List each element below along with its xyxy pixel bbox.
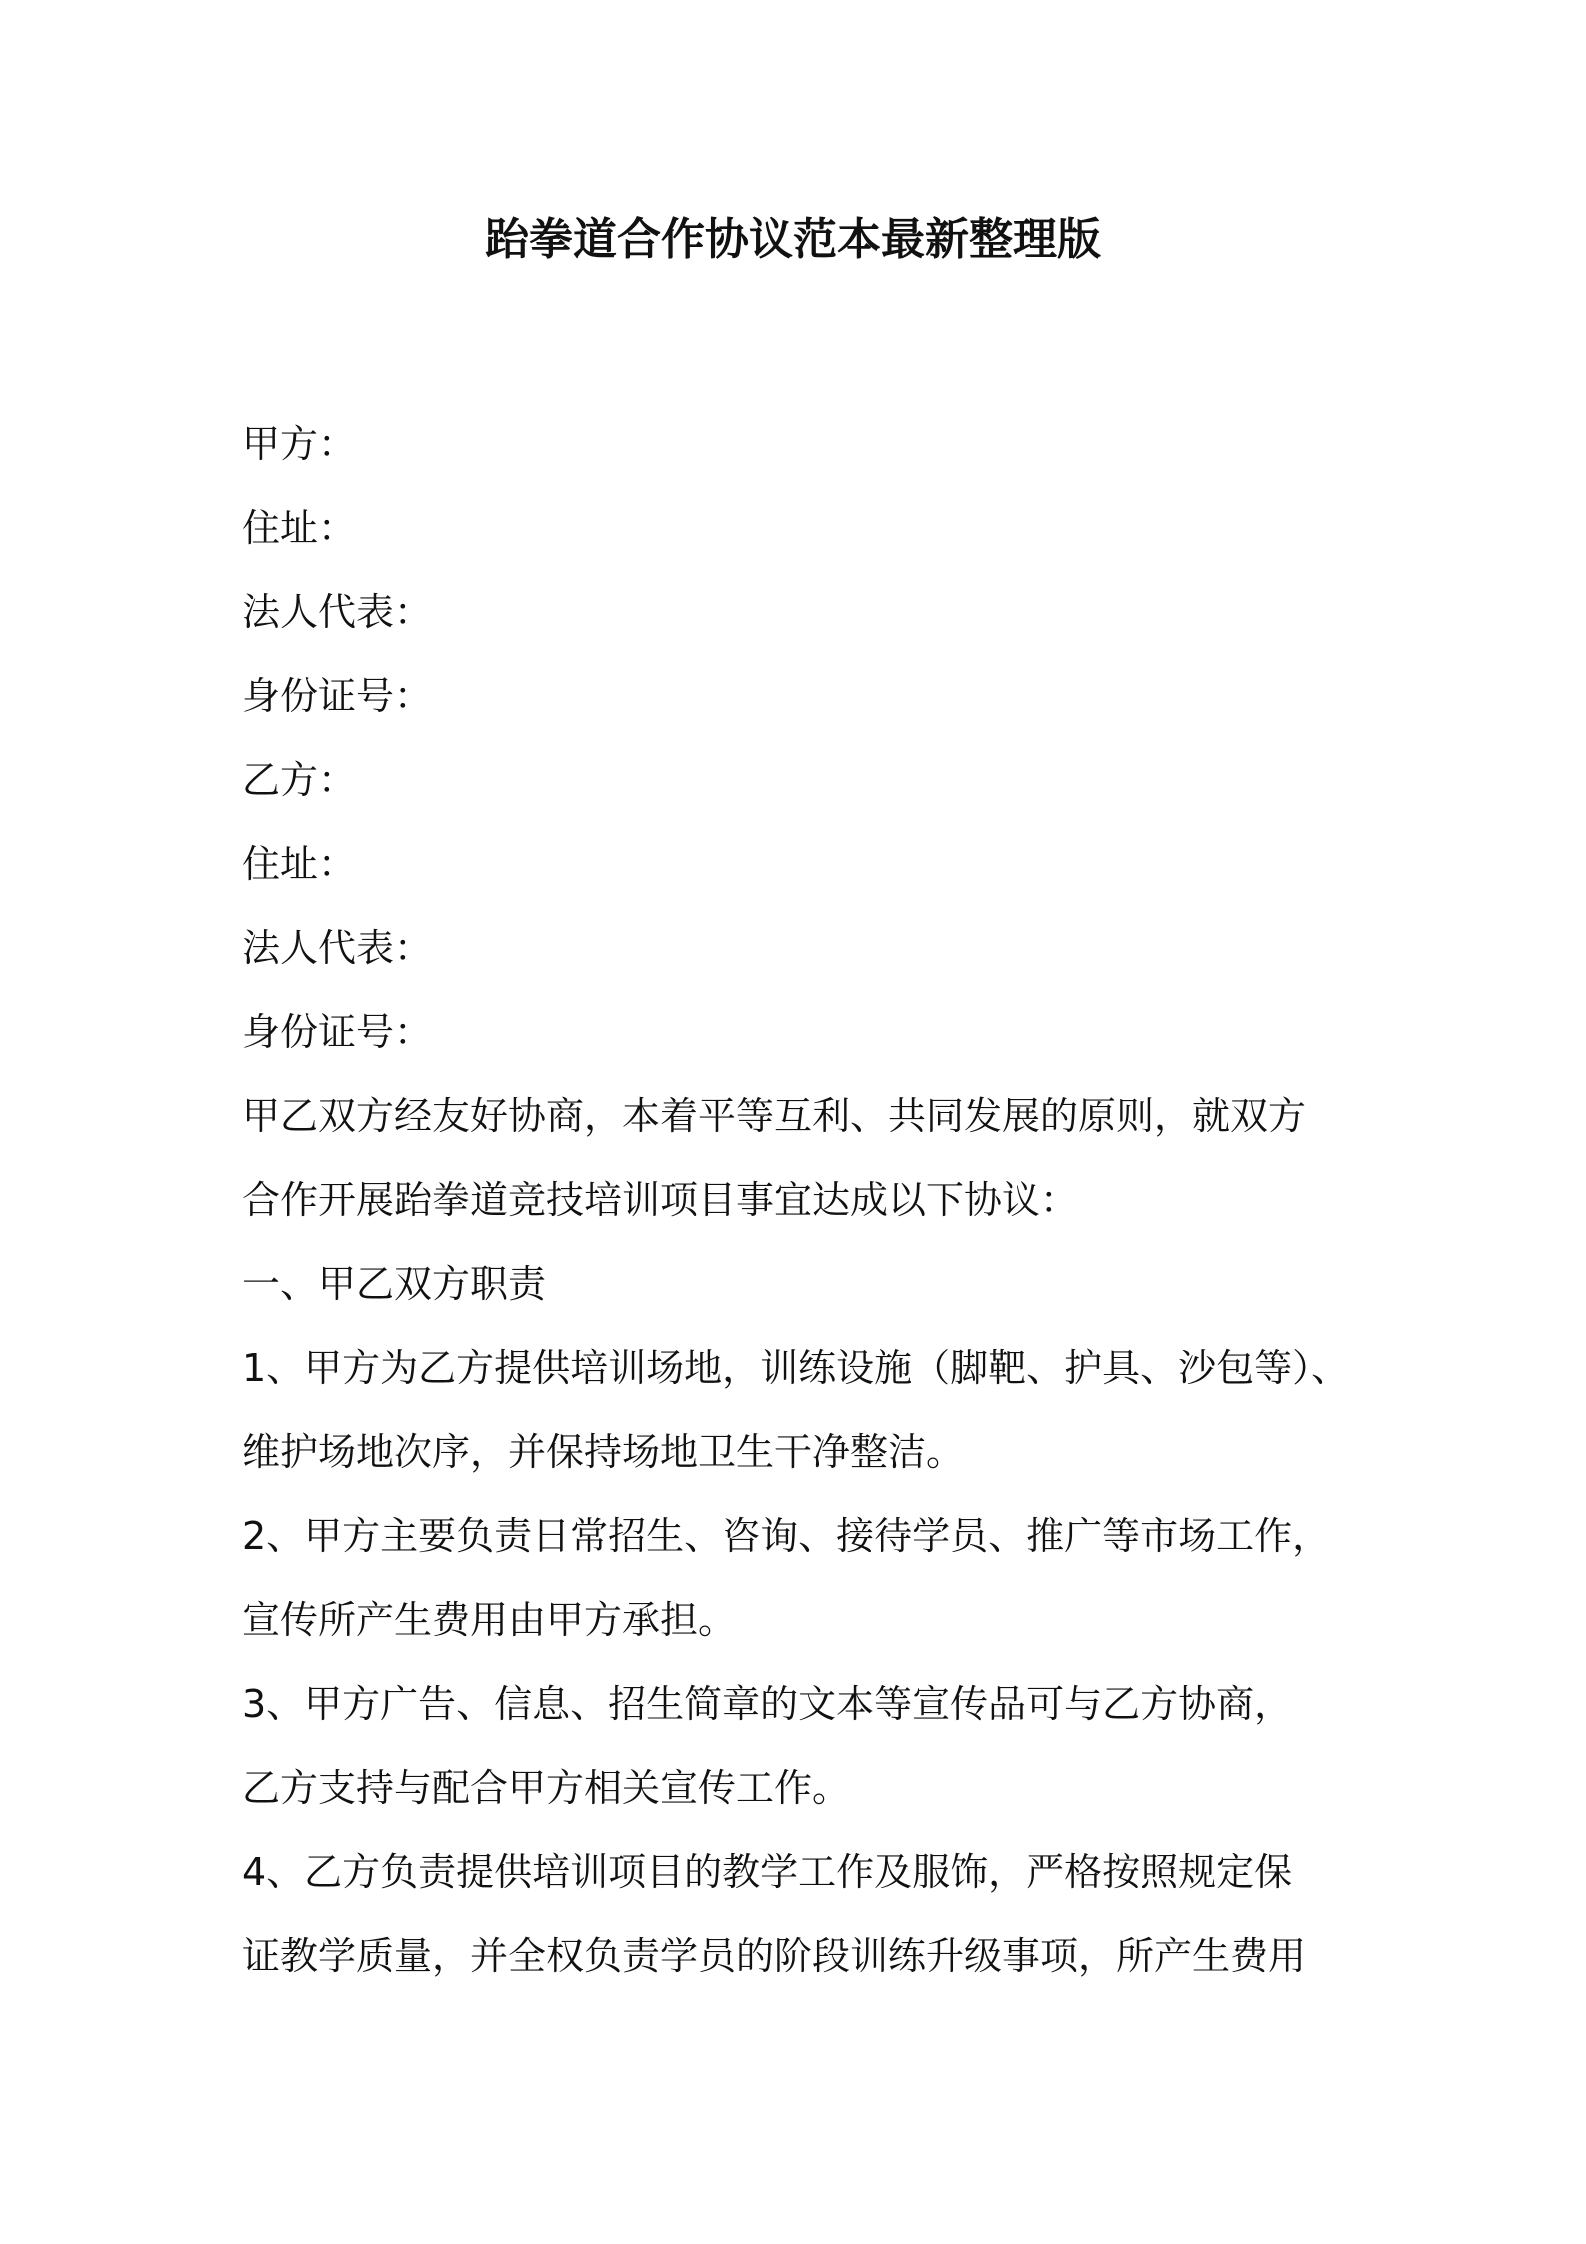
section-heading: 一、甲乙双方职责 <box>242 1262 547 1306</box>
preamble-line-2: 合作开展跆拳道竞技培训项目事宜达成以下协议： <box>242 1178 1079 1222</box>
document-body <box>242 402 1362 1998</box>
party-b-id-label: 身份证号： <box>242 1010 433 1054</box>
clause-3-line-2: 乙方支持与配合甲方相关宣传工作。 <box>242 1766 851 1810</box>
clause-4-line-1: 4、乙方负责提供培训项目的教学工作及服饰，严格按照规定保 <box>242 1850 1293 1894</box>
document-title: 跆拳道合作协议范本最新整理版 <box>485 214 1101 265</box>
preamble-line-1: 甲乙双方经友好协商，本着平等互利、共同发展的原则，就双方 <box>242 1094 1307 1138</box>
party-a-id-label: 身份证号： <box>242 674 433 718</box>
party-b-address-label: 住址： <box>242 842 357 886</box>
clause-1-line-2: 维护场地次序，并保持场地卫生干净整洁。 <box>242 1430 965 1474</box>
clause-3-line-1: 3、甲方广告、信息、招生简章的文本等宣传品可与乙方协商， <box>242 1682 1293 1726</box>
party-a-address-label: 住址： <box>242 506 357 550</box>
party-a-label: 甲方： <box>242 422 357 466</box>
party-b-legal-rep-label: 法人代表： <box>242 926 433 970</box>
party-b-label: 乙方： <box>242 758 357 802</box>
clause-4-line-2: 证教学质量，并全权负责学员的阶段训练升级事项，所产生费用 <box>242 1934 1307 1978</box>
clause-1-line-1: 1、甲方为乙方提供培训场地，训练设施（脚靶、护具、沙包等）、 <box>242 1346 1350 1390</box>
party-a-legal-rep-label: 法人代表： <box>242 590 433 634</box>
clause-2-line-2: 宣传所产生费用由甲方承担。 <box>242 1598 737 1642</box>
clause-2-line-1: 2、甲方主要负责日常招生、咨询、接待学员、推广等市场工作， <box>242 1514 1331 1558</box>
